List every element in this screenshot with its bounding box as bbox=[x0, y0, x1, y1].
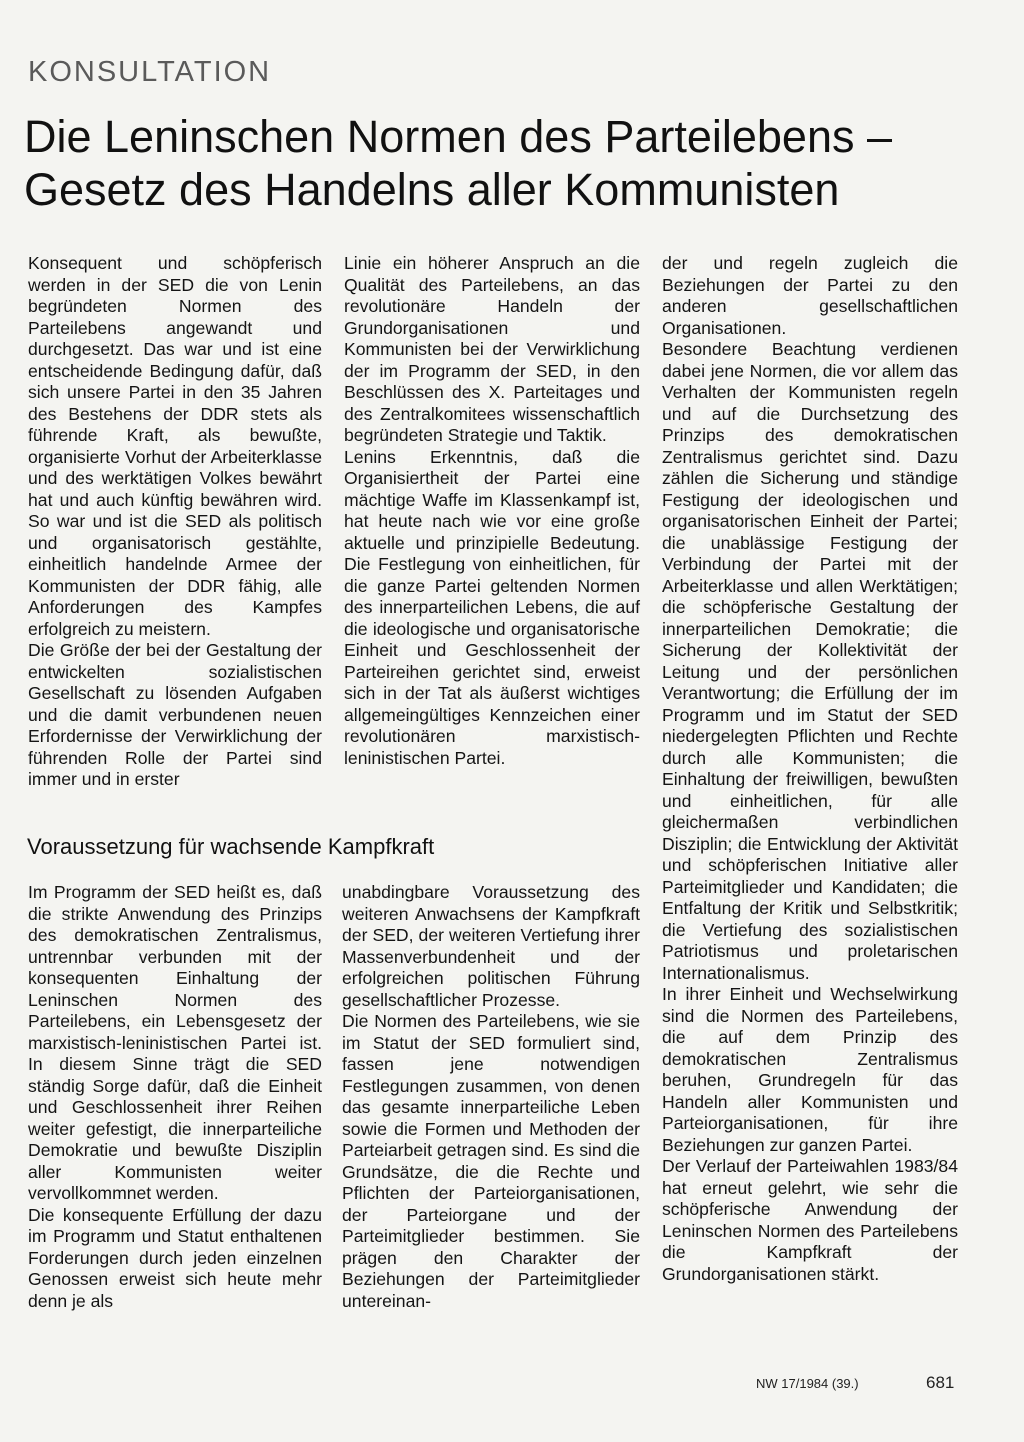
text-column-1 bbox=[28, 253, 322, 791]
paragraph: Im Programm der SED heißt es, daß die strikte Anwendung des Prinzips des demokratischen Zentralismus, untrennbar verbunden mit der konsequenten Einhaltung der Leninschen Normen des Parteilebens, ein Lebensgesetz der marxistisch-leninistischen Partei ist. In diesem Sinne trägt die SED ständig Sorge dafür, daß die Einheit und Geschlossenheit ihrer Reihen weiter gefestigt, die innerparteiliche Demokratie und bewußte Disziplin aller Kommunisten weiter vervollkommnet werden. bbox=[28, 882, 322, 1203]
text-column-5 bbox=[342, 882, 640, 1312]
paragraph: Lenins Erkenntnis, daß die Organisiertheit der Partei eine mächtige Waffe im Klassenkampf ist, hat heute nach wie vor eine große aktuelle und prinzipielle Bedeutung. Die Festlegung von einheitlichen, für die ganze Partei geltenden Normen des innerparteilichen Lebens, die auf die ideologische und organisatorische Einheit und Geschlossenheit der Parteireihen gerichtet sind, erweist sich in der Tat als äußerst wichtiges allgemeingültiges Kennzeichen einer revolutionären marxistisch-leninistischen Partei. bbox=[344, 446, 640, 768]
paragraph: Die Größe der bei der Gestaltung der entwickelten sozialistischen Gesellschaft zu lösenden Aufgaben und die damit verbundenen neuen Erfordernisse der Verwirklichung der führenden Rolle der Partei sind immer und in erster bbox=[28, 640, 322, 789]
text-column-4 bbox=[28, 882, 322, 1312]
page-number: 681 bbox=[926, 1373, 955, 1392]
paragraph: Der Verlauf der Parteiwahlen 1983/84 hat erneut gelehrt, wie sehr die schöpferische Anwendung der Leninschen Normen des Parteilebens die Kampfkraft der Grundorganisationen stärkt. bbox=[662, 1156, 958, 1284]
headline-line-1: Die Leninschen Normen des Parteilebens – bbox=[24, 111, 893, 162]
headline-line-2: Gesetz des Handelns aller Kommunisten bbox=[24, 164, 840, 215]
issue-reference: NW 17/1984 (39.) bbox=[756, 1376, 859, 1391]
paragraph: Konsequent und schöpferisch werden in der SED die von Lenin begründeten Normen des Parteilebens angewandt und durchgesetzt. Das war und ist eine entscheidende Bedingung dafür, daß sich unsere Partei in den 35 Jahren des Bestehens der DDR stets als führende Kraft, als bewußte, organisierte Vorhut der Arbeiterklasse und des werktätigen Volkes bewährt hat und auch künftig bewähren wird. So war und ist die SED als politisch und organisatorisch gestählte, einheitlich handelnde Armee der Kommunisten der DDR fähig, alle Anforderungen des Kampfes erfolgreich zu meistern. bbox=[28, 253, 322, 639]
text-column-2 bbox=[344, 253, 640, 769]
paragraph: Besondere Beachtung verdienen dabei jene Normen, die vor allem das Verhalten der Kommunisten regeln und auf die Durchsetzung des Prinzips des demokratischen Zentralismus gerichtet sind. Dazu zählen die Sicherung und ständige Festigung der ideologischen und organisatorischen Einheit der Partei; die unablässige Festigung der Verbindung der Partei mit der Arbeiterklasse und allen Werktätigen; die schöpferische Gestaltung der innerparteilichen Demokratie; die Sicherung der Kollektivität der Leitung und der persönlichen Verantwortung; die Erfüllung der im Programm und im Statut der SED niedergelegten Pflichten und Rechte durch alle Kommunisten; die Einhaltung der freiwilligen, bewußten und einheitlichen, für alle gleichermaßen verbindlichen Disziplin; die Entwicklung der Aktivität und schöpferischen Initiative aller Parteimitglieder und Kandidaten; die Entfaltung der Kritik und Selbstkritik; die Vertiefung des sozialistischen Patriotismus und proletarischen Internationalismus. bbox=[662, 339, 958, 983]
paragraph: der und regeln zugleich die Beziehungen der Partei zu den anderen gesellschaftlichen Organisationen. bbox=[662, 253, 958, 338]
paragraph: Linie ein höherer Anspruch an die Qualität des Parteilebens, an das revolutionäre Handeln der Grundorganisationen und Kommunisten bei der Verwirklichung der im Programm der SED, in den Beschlüssen des X. Parteitages und des Zentralkomitees wissenschaftlich begründeten Strategie und Taktik. bbox=[344, 253, 640, 445]
article-headline bbox=[24, 110, 984, 216]
text-column-3 bbox=[662, 253, 958, 1285]
section-subheading: Voraussetzung für wachsende Kampfkraft bbox=[27, 834, 435, 859]
section-kicker: KONSULTATION bbox=[28, 56, 272, 88]
paragraph: Die konsequente Erfüllung der dazu im Programm und Statut enthaltenen Forderungen durch jeden einzelnen Genossen erweist sich heute mehr denn je als bbox=[28, 1204, 322, 1311]
paragraph: unabdingbare Voraussetzung des weiteren Anwachsens der Kampfkraft der SED, der weiteren Vertiefung ihrer Massenverbundenheit und der erfolgreichen politischen Führung gesellschaftlicher Prozesse. bbox=[342, 882, 640, 1010]
paragraph: In ihrer Einheit und Wechselwirkung sind die Normen des Parteilebens, die auf dem Prinzip des demokratischen Zentralismus beruhen, Grundregeln für das Handeln aller Kommunisten und Parteiorganisationen, für ihre Beziehungen zur ganzen Partei. bbox=[662, 984, 958, 1155]
paragraph: Die Normen des Parteilebens, wie sie im Statut der SED formuliert sind, fassen jene notwendigen Festlegungen zusammen, von denen das gesamte innerparteiliche Leben sowie die Formen und Methoden der Parteiarbeit getragen sind. Es sind die Grundsätze, die die Rechte und Pflichten der Parteiorganisationen, der Parteiorgane und der Parteimitglieder bestimmen. Sie prägen den Charakter der Beziehungen der Parteimitglieder untereinan- bbox=[342, 1011, 640, 1311]
